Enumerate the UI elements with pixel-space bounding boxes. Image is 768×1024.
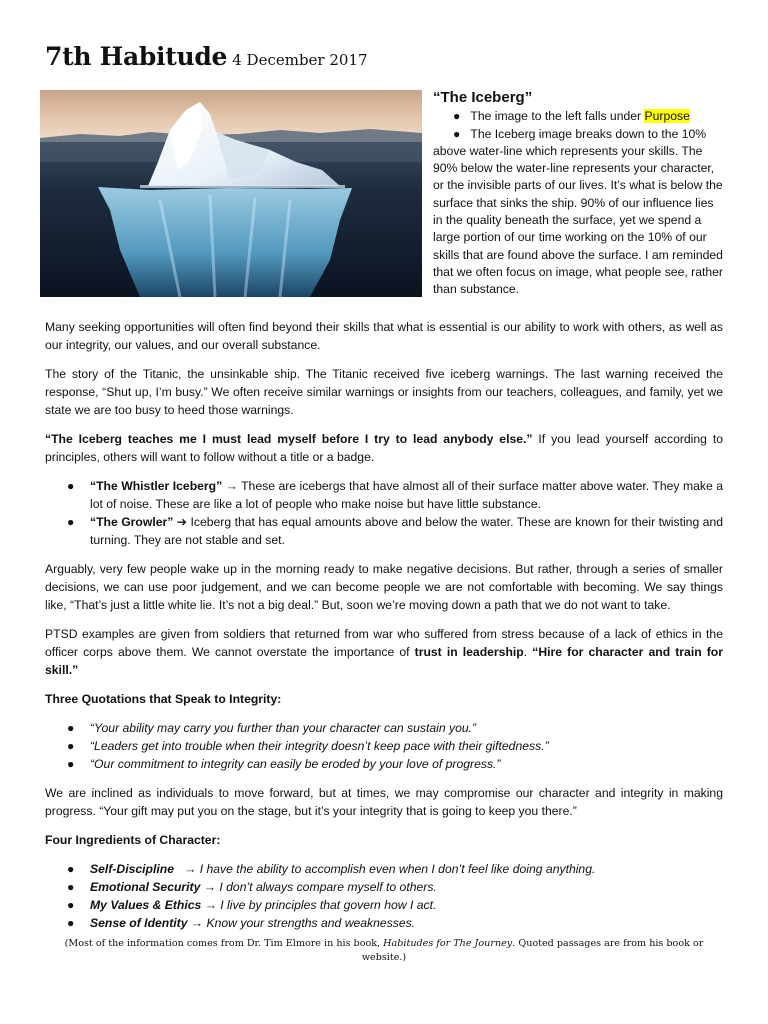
title-date: 4 December 2017 (232, 51, 368, 69)
document-title (45, 42, 368, 71)
paragraph-opportunities: Many seeking opportunities will often find beyond their skills that what is essential is our ability to work with others, as well as our integrity, our values, and our overall substance. (45, 320, 723, 352)
arrow-icon: → (200, 880, 220, 894)
ingredient-name: Self-Discipline (90, 862, 174, 876)
list-item-growler (45, 513, 723, 549)
credit-book: Habitudes for The Journey (383, 938, 513, 949)
list-item-ingredient (45, 860, 723, 878)
lead-quote: “The Iceberg teaches me I must lead myself before I try to lead anybody else.” (45, 432, 533, 446)
arrow-icon: ➔ (173, 515, 191, 529)
ingredient-text: I live by principles that govern how I act. (220, 898, 437, 912)
side-bullet-breakdown (433, 126, 725, 299)
ptsd-text: PTSD examples are given from soldiers that returned from war who suffered from stress because of a lack of ethics in the officer corps above them. We cannot overstate the importance of (45, 627, 723, 659)
iceberg-side-panel (433, 89, 725, 299)
quote-text: “Our commitment to integrity can easily be eroded by your love of progress.” (90, 757, 501, 771)
arrow-icon: → (187, 916, 207, 930)
paragraph-titanic: The story of the Titanic, the unsinkable ship. The Titanic received five iceberg warnings. The last warning received the response, “Shut up, I’m busy.” We often receive similar warnings or insights from our teachers, colleagues, and family, yet we state we are too busy to heed those warnings. (45, 367, 723, 417)
bullet-icon: ● (67, 880, 75, 894)
bullet-icon: ● (67, 515, 75, 529)
title-text: 7th Habitude (45, 42, 228, 71)
side-bullets (433, 108, 725, 298)
list-item-whistler (45, 477, 723, 513)
quotes-heading: Three Quotations that Speak to Integrity: (45, 692, 282, 706)
lead-rest: If you lead yourself according to principles, others will want to follow without a title or a badge. (45, 432, 724, 464)
type-name: “The Growler” (90, 515, 174, 529)
ingredient-text: Know your strengths and weaknesses. (206, 916, 416, 930)
bullet-icon: ● (67, 916, 75, 930)
purpose-highlight: Purpose (644, 109, 690, 124)
list-item-ingredient (45, 914, 723, 932)
ingredient-name: Sense of Identity (90, 916, 188, 930)
ingredient-name: My Values & Ethics (90, 898, 202, 912)
source-credit (45, 937, 723, 965)
arrow-icon: → (222, 479, 242, 493)
bullet-icon: ● (453, 126, 461, 141)
ptsd-sep: . (523, 645, 533, 659)
list-item-ingredient (45, 878, 723, 896)
quotes-list (45, 719, 723, 773)
side-bullet-text: The image to the left falls under (470, 109, 645, 124)
bullet-icon: ● (67, 862, 75, 876)
paragraph-decisions: Arguably, very few people wake up in the morning ready to make negative decisions. But rather, through a series of smaller decisions, we can use poor judgement, and we can become people we are not comfortable with becoming. We say things like, “That’s just a little white lie. It’s not a big deal.” But, soon we’re moving down a path that we do not want to take. (45, 562, 723, 612)
side-title: “The Iceberg” (433, 89, 533, 106)
side-bullet-text: The Iceberg image breaks down to the 10% above water-line which represents your skills. The 90% below the water-line represents your character, or the invisible parts of our lives. It’s what is below the surface that sinks the ship. 90% of our influence lies in the quality beneath the surface, yet we spend a large portion of our time working on the 10% of our skills that are found above the surface. I am reminded that we often focus on image, what people see, rather than substance. (433, 126, 723, 297)
quote-text: “Leaders get into trouble when their integrity doesn’t keep pace with their giftedness.” (90, 739, 549, 753)
trust-bold: trust in leadership (414, 645, 524, 659)
ingredients-heading: Four Ingredients of Character: (45, 833, 221, 847)
list-item-quote (45, 755, 723, 773)
bullet-icon: ● (67, 721, 75, 735)
list-item-quote (45, 737, 723, 755)
ingredients-list (45, 860, 723, 932)
hire-quote: “Hire for character and train for skill.” (45, 645, 723, 677)
type-text: These are icebergs that have almost all of their surface matter above water. They make a lot of noise. These are like a lot of people who make noise but have little substance. (90, 479, 723, 511)
type-text: Iceberg that has equal amounts above and below the water. These are known for their twisting and turning. They are not stable and set. (90, 515, 724, 547)
bullet-icon: ● (453, 109, 461, 124)
iceberg-image (40, 90, 422, 297)
arrow-icon: → (173, 862, 200, 876)
list-item-quote (45, 719, 723, 737)
iceberg-types-list (45, 477, 723, 549)
ingredient-text: I have the ability to accomplish even when I don’t feel like doing anything. (199, 862, 596, 876)
document-body (45, 318, 723, 938)
arrow-icon: → (201, 898, 221, 912)
bullet-icon: ● (67, 479, 75, 493)
bullet-icon: ● (67, 739, 75, 753)
credit-pre: (Most of the information comes from Dr. Tim Elmore in his book, (64, 938, 384, 949)
ingredient-text: I don’t always compare myself to others. (219, 880, 437, 894)
ingredient-name: Emotional Security (90, 880, 201, 894)
list-item-ingredient (45, 896, 723, 914)
type-name: “The Whistler Iceberg” (90, 479, 223, 493)
bullet-icon: ● (67, 757, 75, 771)
paragraph-integrity: We are inclined as individuals to move forward, but at times, we may compromise our character and integrity in making progress. “Your gift may put you on the stage, but it’s your integrity that is going to keep you there.” (45, 786, 723, 818)
quote-text: “Your ability may carry you further than your character can sustain you.” (90, 721, 477, 735)
credit-post: . Quoted passages are from his book or website.) (361, 938, 704, 963)
paragraph-lead-yourself (45, 430, 723, 466)
side-bullet-purpose (433, 108, 725, 125)
bullet-icon: ● (67, 898, 75, 912)
paragraph-ptsd (45, 625, 723, 679)
